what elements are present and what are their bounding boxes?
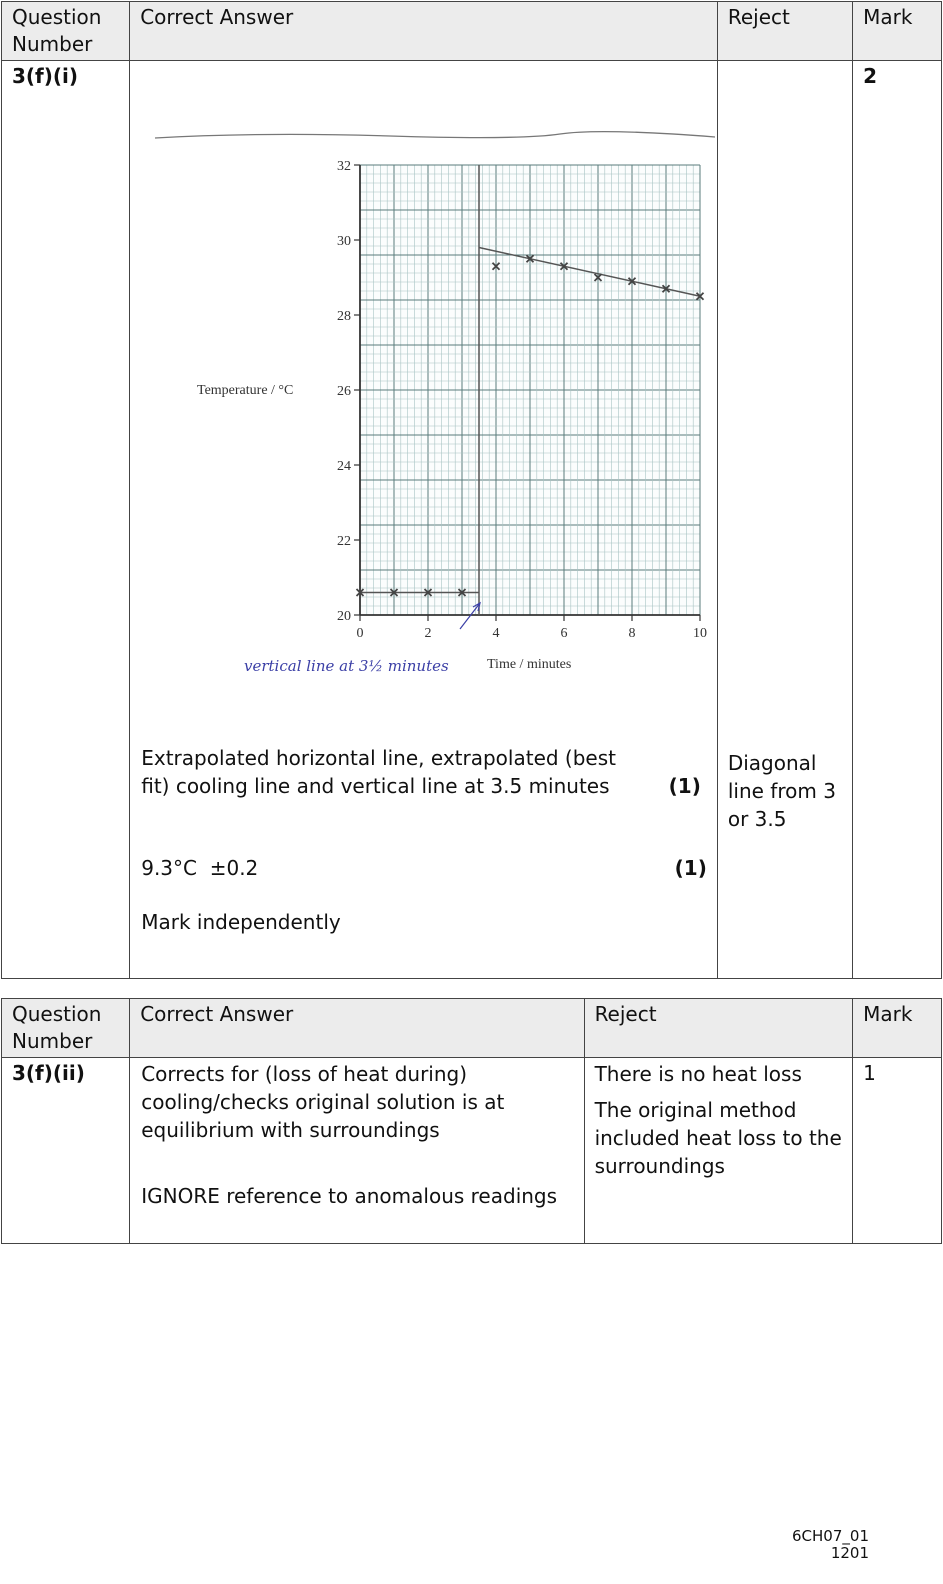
mark-scheme-table-3fii (1, 998, 942, 1244)
x-tick-label: 8 (628, 626, 636, 641)
header-mark: Mark (853, 2, 942, 61)
correct-answer-cell (130, 1058, 584, 1244)
chart-svg (140, 128, 715, 708)
mark-value: 1 (853, 1058, 942, 1244)
x-tick-label: 4 (492, 626, 500, 641)
question-number: 3(f)(ii) (2, 1058, 130, 1244)
y-axis-label: Temperature / °C (197, 383, 294, 398)
y-tick-label: 30 (337, 234, 351, 249)
answer-text: Corrects for (loss of heat during) cooling/checks original solution is at equilibrium with surroundings (141, 1062, 505, 1142)
y-tick-label: 28 (337, 309, 351, 324)
page-footer (792, 1528, 869, 1562)
answer-point-2-mark: (1) (674, 856, 707, 880)
reject-item: There is no heat loss (594, 1062, 802, 1086)
header-correct-answer: Correct Answer (130, 999, 584, 1058)
header-reject: Reject (717, 2, 852, 61)
paper-code: 6CH07_01 (792, 1527, 869, 1545)
paper-edge (155, 132, 715, 138)
mark-value: 2 (853, 61, 942, 979)
mark-note: Mark independently (141, 910, 341, 934)
reject-cell (584, 1058, 853, 1244)
x-tick-label: 10 (693, 626, 707, 641)
header-correct-answer: Correct Answer (130, 2, 718, 61)
handwritten-annotation: vertical line at 3½ minutes (244, 657, 449, 675)
header-question-number: Question Number (2, 999, 130, 1058)
answer-point-1: Extrapolated horizontal line, extrapolated (best fit) cooling line and vertical line at 3.5 minutes (141, 746, 616, 798)
answer-note: IGNORE reference to anomalous readings (141, 1184, 558, 1208)
x-axis-label: Time / minutes (487, 657, 572, 672)
y-tick-label: 20 (337, 609, 351, 624)
question-number: 3(f)(i) (2, 61, 130, 979)
y-tick-label: 24 (337, 459, 351, 474)
reject-item: The original method included heat loss to the surroundings (594, 1098, 842, 1178)
reject-cell (717, 61, 852, 979)
x-tick-label: 0 (356, 626, 364, 641)
header-mark: Mark (853, 999, 942, 1058)
y-tick-label: 22 (337, 534, 351, 549)
header-reject: Reject (584, 999, 853, 1058)
answer-point-1-mark: (1) (668, 774, 701, 798)
answer-point-2: 9.3°C ±0.2 (141, 856, 259, 880)
reject-text: Diagonal line from 3 or 3.5 (727, 751, 836, 831)
x-tick-label: 2 (424, 626, 432, 641)
y-tick-label: 26 (337, 384, 351, 399)
header-question-number: Question Number (2, 2, 130, 61)
x-tick-label: 6 (560, 626, 568, 641)
page-number: 1201 (830, 1544, 869, 1562)
y-tick-label: 32 (337, 159, 351, 174)
temperature-time-graph (140, 128, 715, 708)
